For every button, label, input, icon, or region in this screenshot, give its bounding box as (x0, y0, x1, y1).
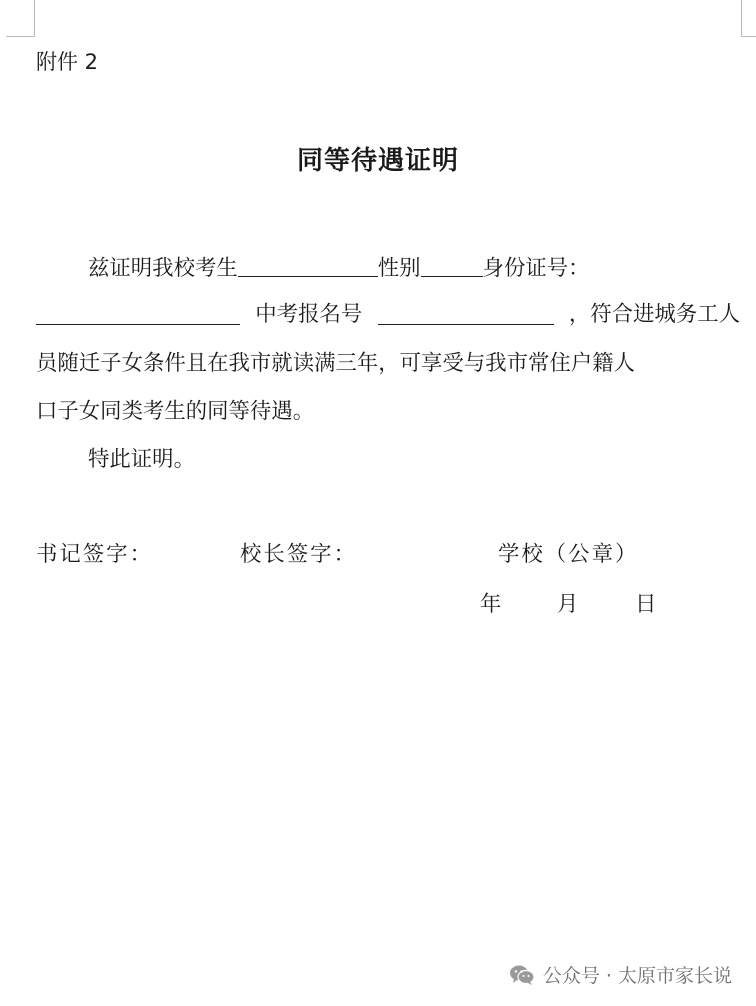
page-corner-mark-right (741, 0, 756, 37)
footer-account-text: 公众号 · 太原市家长说 (542, 965, 732, 987)
body-line-3 (36, 349, 740, 379)
body-line-1 (36, 252, 756, 284)
exam-number-label: 中考报名号 (255, 302, 363, 327)
body-line-4 (36, 397, 740, 427)
date-month-label: 月 (557, 592, 579, 617)
body-line-2 (36, 300, 740, 330)
gender-blank (421, 252, 483, 277)
gender-label: 性别 (377, 256, 421, 281)
student-name-blank (238, 252, 378, 277)
body-text-4: 口子女同类考生的同等待遇。 (36, 399, 315, 424)
principal-signature-label: 校长签字： (240, 542, 357, 567)
closing-line (36, 445, 756, 475)
eligibility-text: ，符合进城务工人 (568, 302, 740, 327)
body-text-3: 员随迁子女条件且在我市就读满三年，可享受与我市常住户籍人 (36, 351, 635, 376)
page-corner-mark-left (6, 0, 35, 37)
exam-number-blank (378, 300, 554, 325)
closing-text: 特此证明。 (88, 447, 195, 472)
id-number-blank (36, 300, 240, 325)
wechat-icon (509, 964, 535, 986)
id-number-label: 身份证号： (482, 256, 590, 281)
document-title: 同等待遇证明 (296, 146, 459, 176)
date-day-label: 日 (635, 592, 657, 617)
attachment-label: 附件 2 (36, 50, 99, 74)
secretary-signature-label: 书记签字： (36, 542, 153, 567)
school-seal-label: 学校（公章） (498, 542, 639, 567)
intro-text: 兹证明我校考生 (88, 256, 238, 281)
date-year-label: 年 (480, 592, 502, 617)
watermark-footer (509, 961, 732, 988)
